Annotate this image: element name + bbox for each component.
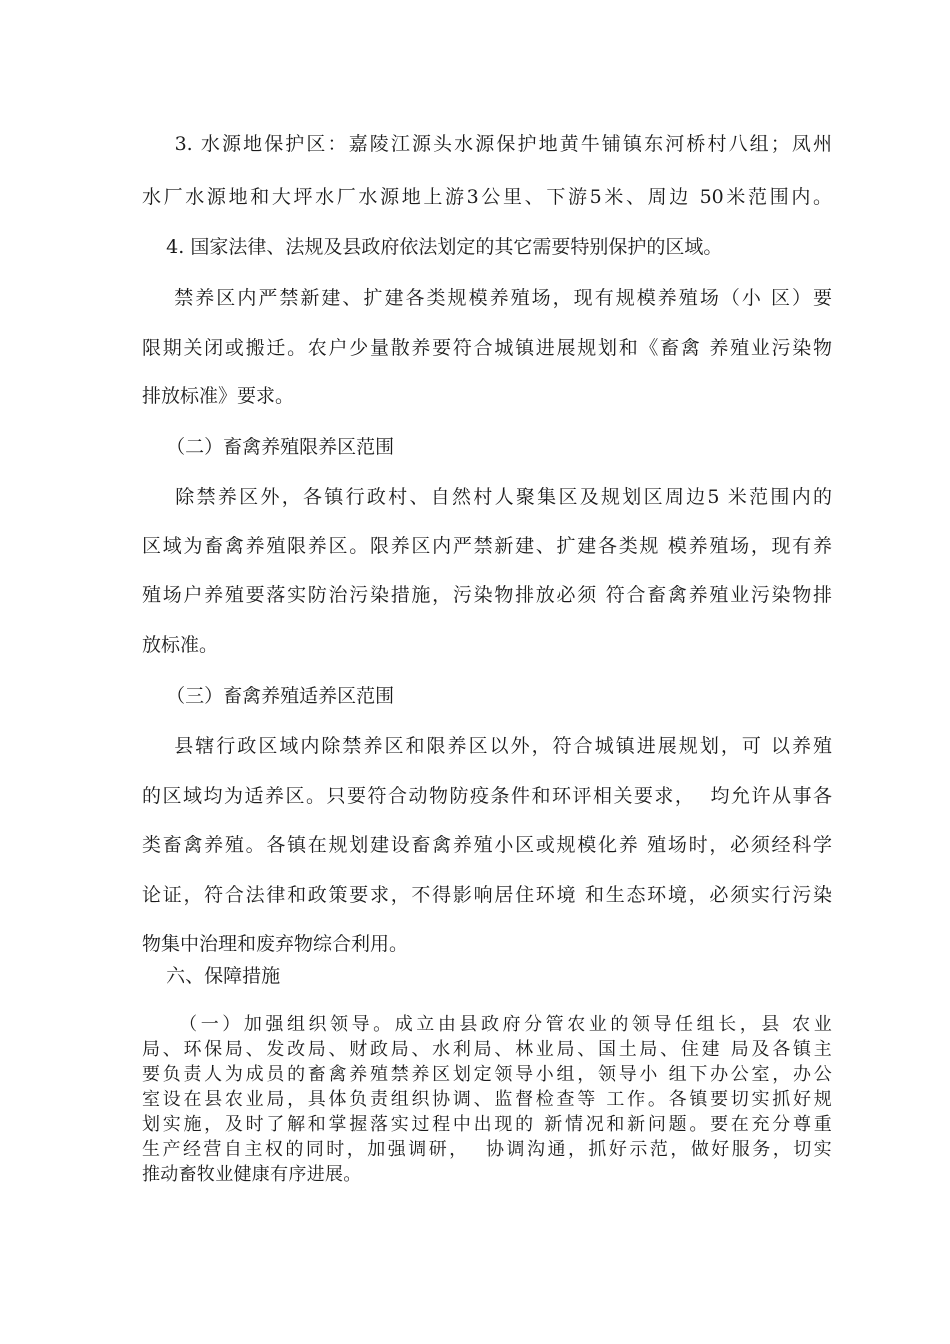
paragraph-line: 区域为畜禽养殖限养区。限养区内严禁新建、扩建各类规 模养殖场，现有养 — [142, 535, 832, 557]
paragraph-line: 4. 国家法律、法规及县政府依法划定的其它需要特别保护的区域。 — [142, 236, 723, 258]
paragraph-line: 划实施，及时了解和掌握落实过程中出现的 新情况和新问题。要在充分尊重 — [142, 1114, 832, 1135]
paragraph-line: 论证，符合法律和政策要求，不得影响居住环境 和生态环境，必须实行污染 — [142, 884, 832, 906]
paragraph-line: 室设在县农业局，具体负责组织协调、监督检查等 工作。各镇要切实抓好规 — [142, 1089, 832, 1110]
paragraph-line: 禁养区内严禁新建、扩建各类规模养殖场，现有规模养殖场（小 区）要 — [142, 287, 832, 309]
paragraph-line: 放标准。 — [142, 634, 219, 656]
paragraph-line: 生产经营自主权的同时，加强调研， 协调沟通，抓好示范，做好服务，切实 — [142, 1139, 832, 1160]
paragraph-line: 殖场户养殖要落实防治污染措施，污染物排放必须 符合畜禽养殖业污染物排 — [142, 584, 832, 606]
paragraph-line: 县辖行政区域内除禁养区和限养区以外，符合城镇进展规划，可 以养殖 — [142, 735, 832, 757]
section-heading: 六、保障措施 — [142, 965, 281, 987]
paragraph-line: 类畜禽养殖。各镇在规划建设畜禽养殖小区或规模化养 殖场时，必须经科学 — [142, 834, 832, 856]
paragraph-line: 推动畜牧业健康有序进展。 — [142, 1164, 362, 1185]
paragraph-line: 限期关闭或搬迁。农户少量散养要符合城镇进展规划和《畜禽 养殖业污染物 — [142, 337, 832, 359]
paragraph-line: 要负责人为成员的畜禽养殖禁养区划定领导小组，领导小 组下办公室，办公 — [142, 1064, 832, 1085]
section-heading: （二）畜禽养殖限养区范围 — [142, 436, 395, 458]
section-heading: （三）畜禽养殖适养区范围 — [142, 685, 395, 707]
paragraph-line: 3. 水源地保护区：嘉陵江源头水源保护地黄牛铺镇东河桥村八组；凤州 — [142, 133, 832, 155]
paragraph-line: 物集中治理和废弃物综合利用。 — [142, 933, 409, 955]
paragraph-line: （一）加强组织领导。成立由县政府分管农业的领导任组长，县 农业 — [142, 1014, 832, 1035]
paragraph-line: 的区域均为适养区。只要符合动物防疫条件和环评相关要求， 均允许从事各 — [142, 785, 832, 807]
paragraph-line: 排放标准》要求。 — [142, 385, 295, 407]
paragraph-line: 水厂水源地和大坪水厂水源地上游3公里、下游5米、周边 50米范围内。 — [142, 186, 832, 208]
paragraph-line: 局、环保局、发改局、财政局、水利局、林业局、国土局、住建 局及各镇主 — [142, 1039, 832, 1060]
paragraph-line: 除禁养区外，各镇行政村、自然村人聚集区及规划区周边5 米范围内的 — [142, 486, 832, 508]
